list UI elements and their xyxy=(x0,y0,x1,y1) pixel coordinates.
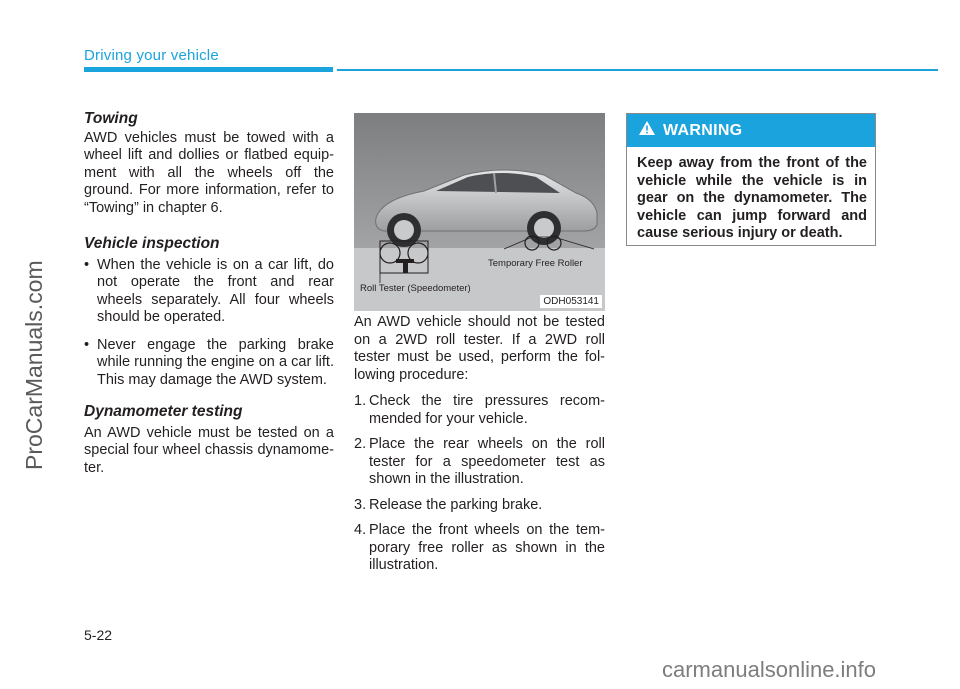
inspection-list xyxy=(84,257,334,390)
list-item: • When the vehicle is on a car lift, do not operate the front and rear wheels separately. All four wheels should be operated. xyxy=(84,257,334,327)
middle-column xyxy=(354,314,605,583)
header-bar xyxy=(84,67,333,72)
step-text: Place the rear wheels on the roll tester for a speedometer test as shown in the illustration. xyxy=(369,436,605,487)
warning-text: Keep away from the front of the vehicle while the vehicle is in gear on the dynamometer. The vehicle can jump forward and cause serious injury or death. xyxy=(637,155,867,241)
procedure-intro: An AWD vehicle should not be tested on a 2WD roll tester. If a 2WD roll tester must be used, perform the fol-lowing procedure: xyxy=(354,314,605,383)
step-number: 2. xyxy=(354,436,367,452)
dynamometer-text: An AWD vehicle must be tested on a special four wheel chassis dynamome-ter. xyxy=(84,424,334,476)
step-text: Release the parking brake. xyxy=(369,496,543,513)
towing-heading: Towing xyxy=(84,110,138,127)
warning-title: WARNING xyxy=(663,121,743,139)
dynamometer-heading: Dynamometer testing xyxy=(84,403,243,420)
step-number: 3. xyxy=(354,496,367,513)
inspection-section xyxy=(84,235,334,389)
procedure-steps xyxy=(354,393,605,575)
free-roller-label: Temporary Free Roller xyxy=(488,258,583,269)
header-rule xyxy=(337,69,938,71)
step-text: Check the tire pressures recom-mended for your vehicle. xyxy=(369,393,605,427)
step-number: 4. xyxy=(354,522,367,538)
page-number: 5-22 xyxy=(84,627,113,643)
step-number: 1. xyxy=(354,393,367,409)
inspection-heading: Vehicle inspection xyxy=(84,235,220,252)
left-column xyxy=(84,110,334,495)
list-item: • Never engage the parking brake while running the engine on a car lift. This may damage the AWD system. xyxy=(84,337,334,390)
dynamometer-section xyxy=(84,403,334,477)
list-item xyxy=(354,522,605,575)
list-item xyxy=(354,436,605,489)
step-text: Place the front wheels on the tem-porary free roller as shown in the illustration. xyxy=(369,522,605,573)
list-item xyxy=(354,497,605,515)
roll-tester-label: Roll Tester (Speedometer) xyxy=(360,283,471,294)
side-watermark: ProCarManuals.com xyxy=(21,260,47,470)
figure-code: ODH053141 xyxy=(540,295,602,308)
car-on-rollers-image xyxy=(354,113,605,311)
header-title: Driving your vehicle xyxy=(84,47,219,64)
towing-text: AWD vehicles must be towed with a wheel lift and dollies or flatbed equip-ment with all the wheels off the ground. For more information, refer to “Towing” in chapter 6. xyxy=(84,129,334,216)
warning-triangle-icon xyxy=(639,121,655,140)
warning-box xyxy=(626,113,876,246)
warning-header xyxy=(627,114,875,147)
list-item xyxy=(354,393,605,428)
towing-section xyxy=(84,110,334,217)
dynamometer-illustration xyxy=(354,113,605,311)
footer-watermark: carmanualsonline.info xyxy=(662,657,877,682)
